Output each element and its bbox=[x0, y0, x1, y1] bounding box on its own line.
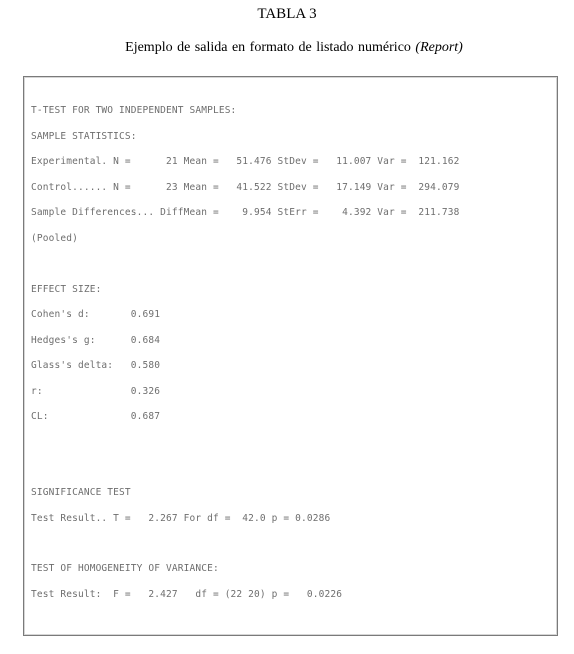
glass-delta-line: Glass's delta: 0.580 bbox=[31, 360, 161, 371]
experimental-stats-line: Experimental. N = 21 Mean = 51.476 StDev = 11.007 Var = 121.162 bbox=[31, 156, 460, 167]
significance-result-line: Test Result.. T = 2.267 For df = 42.0 p = 0.0286 bbox=[31, 513, 331, 524]
homogeneity-heading: TEST OF HOMOGENEITY OF VARIANCE: bbox=[31, 563, 219, 574]
significance-test-heading: SIGNIFICANCE TEST bbox=[31, 487, 131, 498]
hedges-g-line: Hedges's g: 0.684 bbox=[31, 335, 161, 346]
homogeneity-result-line: Test Result: F = 2.427 df = (22 20) p = 0.0226 bbox=[31, 589, 343, 600]
control-stats-line: Control...... N = 23 Mean = 41.522 StDev = 17.149 Var = 294.079 bbox=[31, 182, 460, 193]
report-output-box bbox=[23, 76, 558, 636]
pooled-line: (Pooled) bbox=[31, 233, 78, 244]
table-title-italic: (Report) bbox=[415, 40, 463, 55]
cohens-d-line: Cohen's d: 0.691 bbox=[31, 309, 161, 320]
table-title-main: Ejemplo de salida en formato de listado numérico bbox=[125, 40, 411, 55]
sample-statistics-heading: SAMPLE STATISTICS: bbox=[31, 131, 137, 142]
sample-differences-line: Sample Differences... DiffMean = 9.954 StErr = 4.392 Var = 211.738 bbox=[31, 207, 460, 218]
cl-line: CL: 0.687 bbox=[31, 411, 161, 422]
table-title bbox=[0, 40, 574, 56]
effect-size-heading: EFFECT SIZE: bbox=[31, 284, 102, 295]
report-heading: T-TEST FOR TWO INDEPENDENT SAMPLES: bbox=[31, 105, 237, 116]
r-line: r: 0.326 bbox=[31, 386, 161, 397]
table-number: TABLA 3 bbox=[257, 6, 317, 22]
